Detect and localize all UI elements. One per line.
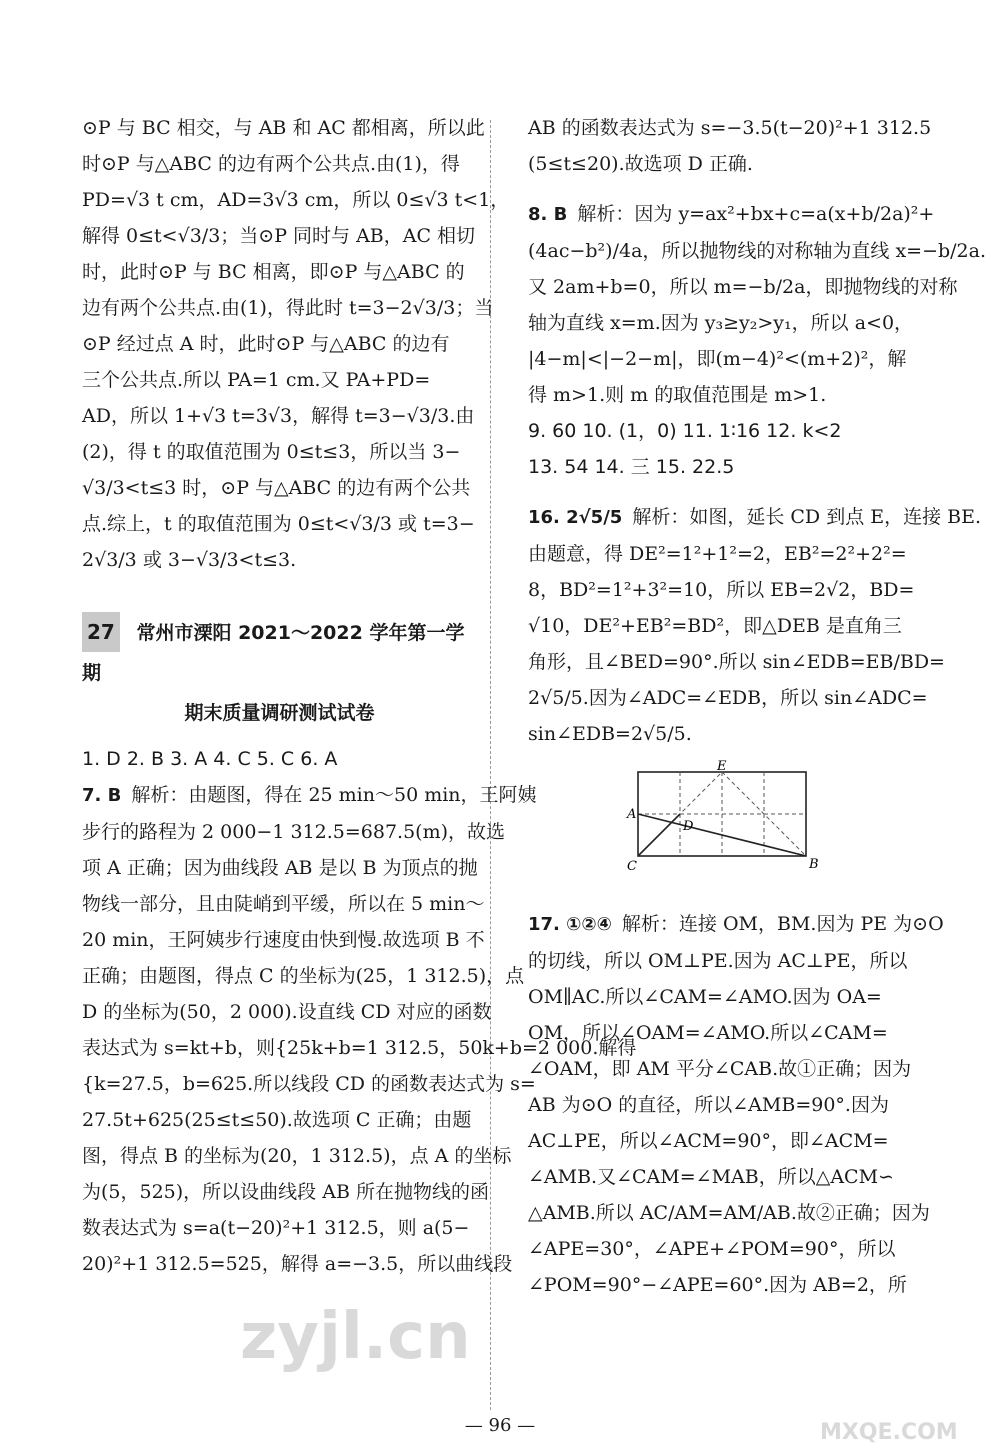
text-line: AB 为⊙O 的直径，所以∠AMB=90°.因为 [528,1094,889,1116]
text-line: AD，所以 1+√3 t=3√3，解得 t=3−√3/3.由 [82,405,475,427]
question-17 [528,906,944,1303]
exam-number-badge: 27 [82,612,120,652]
text-line: 为(5，525)，所以设曲线段 AB 所在抛物线的函 [82,1181,489,1203]
text-line: D 的坐标为(50，2 000).设直线 CD 对应的函数 [82,1001,492,1023]
text-line: △AMB.所以 AC/AM=AM/AB.故②正确；因为 [528,1202,930,1224]
text-line: ∠POM=90°−∠APE=60°.因为 AB=2，所 [528,1274,907,1296]
question-16 [528,499,982,752]
text-line: 20)²+1 312.5=525，解得 a=−3.5，所以曲线段 [82,1253,513,1275]
text-line: 的切线，所以 OM⊥PE.因为 AC⊥PE，所以 [528,950,908,972]
answers-13-15: 13. 54 14. 三 15. 22.5 [528,456,735,478]
text-line: √10，DE²+EB²=BD²，即△DEB 是直角三 [528,615,902,637]
left-solution-text [82,110,510,578]
text-line: √3/3<t≤3 时，⊙P 与△ABC 的边有两个公共 [82,477,471,499]
text-line: 解析：因为 y=ax²+bx+c=a(x+b/2a)²+ [577,203,935,225]
text-line: 图，得点 B 的坐标为(20，1 312.5)，点 A 的坐标 [82,1145,512,1167]
text-line: 表达式为 s=kt+b，则{25k+b=1 312.5，50k+b=2 000.解得 [82,1037,637,1059]
text-line: 轴为直线 x=m.因为 y₃≥y₂>y₁，所以 a<0， [528,312,914,334]
exam-heading [82,612,477,733]
figure-label-a: A [627,807,637,822]
text-line: ∠OAM，即 AM 平分∠CAB.故①正确；因为 [528,1058,912,1080]
question-16-label: 16. 2√5/5 [528,507,623,528]
text-line: 2√3/3 或 3−√3/3<t≤3. [82,549,297,571]
text-line: 项 A 正确；因为曲线段 AB 是以 B 为顶点的抛 [82,857,478,879]
text-line: 解析：如图，延长 CD 到点 E，连接 BE. [632,506,982,528]
text-line: (4ac−b²)/4a，所以抛物线的对称轴为直线 x=−b/2a. [528,240,987,262]
text-line: 8，BD²=1²+3²=10，所以 EB=2√2，BD= [528,579,915,601]
question-8-label: 8. B [528,204,568,225]
figure-label-e: E [717,759,727,774]
text-line: ⊙P 与 BC 相交，与 AB 和 AC 都相离，所以此 [82,117,485,139]
text-line: 由题意，得 DE²=1²+1²=2，EB²=2²+2²= [528,543,907,565]
text-line: 时⊙P 与△ABC 的边有两个公共点.由(1)，得 [82,153,460,175]
text-line: 步行的路程为 2 000−1 312.5=687.5(m)，故选 [82,821,506,843]
text-line: (5≤t≤20).故选项 D 正确. [528,153,753,175]
text-line: 解析：连接 OM，BM.因为 PE 为⊙O [621,913,944,935]
text-line: 边有两个公共点.由(1)，得此时 t=3−2√3/3；当 [82,297,494,319]
figure-label-d: D [683,819,694,834]
text-line: ∠APE=30°，∠APE+∠POM=90°，所以 [528,1238,896,1260]
watermark-left: zyjl.cn [240,1300,471,1374]
text-line: OM∥AC.所以∠CAM=∠AMO.因为 OA= [528,986,882,1008]
text-line: AB 的函数表达式为 s=−3.5(t−20)²+1 312.5 [528,117,932,139]
figure-label-c: C [627,859,637,874]
question-17-label: 17. ①②④ [528,914,612,935]
figure-label-b: B [809,857,819,872]
text-line: AC⊥PE，所以∠ACM=90°，即∠ACM= [528,1130,889,1152]
text-line: 又 2am+b=0，所以 m=−b/2a，即抛物线的对称 [528,276,958,298]
text-line: ⊙P 经过点 A 时，此时⊙P 与△ABC 的边有 [82,333,450,355]
exam-title-line2: 期末质量调研测试试卷 [184,702,375,724]
answers-1-6: 1. D 2. B 3. A 4. C 5. C 6. A [82,748,338,770]
page-number: — 96 — [464,1415,536,1436]
text-line: {k=27.5，b=625.所以线段 CD 的函数表达式为 s= [82,1073,536,1095]
text-line: 三个公共点.所以 PA=1 cm.又 PA+PD= [82,369,431,391]
text-line: (2)，得 t 的取值范围为 0≤t≤3，所以当 3− [82,441,461,463]
text-line: 2√5/5.因为∠ADC=∠EDB，所以 sin∠ADC= [528,687,928,709]
text-line: 物线一部分，且由陡峭到平缓，所以在 5 min～ [82,893,485,915]
answers-9-12: 9. 60 10. (1，0) 11. 1∶16 12. k<2 [528,420,842,442]
text-line: ∠AMB.又∠CAM=∠MAB，所以△ACM∽ [528,1166,894,1188]
question-7-label: 7. B [82,785,122,806]
text-line: |4−m|<|−2−m|，即(m−4)²<(m+2)²，解 [528,348,907,370]
question-8 [528,196,987,413]
text-line: 点.综上，t 的取值范围为 0≤t<√3/3 或 t=3− [82,513,475,535]
geometry-figure [627,759,923,896]
text-line: OM，所以∠OAM=∠AMO.所以∠CAM= [528,1022,888,1044]
text-line: 时，此时⊙P 与 BC 相离，即⊙P 与△ABC 的 [82,261,465,283]
text-line: 数表达式为 s=a(t−20)²+1 312.5，则 a(5− [82,1217,470,1239]
right-column [528,110,987,1303]
text-line: sin∠EDB=2√5/5. [528,723,692,745]
grid-diagram [627,759,819,884]
text-line: 解得 0≤t<√3/3；当⊙P 同时与 AB，AC 相切 [82,225,476,247]
text-line: 27.5t+625(25≤t≤50).故选项 C 正确；由题 [82,1109,472,1131]
watermark-right: MXQE.COM [820,1420,958,1445]
text-line: PD=√3 t cm，AD=3√3 cm，所以 0≤√3 t<1， [82,189,510,211]
text-line: 正确；由题图，得点 C 的坐标为(25，1 312.5)，点 [82,965,525,987]
text-line: 得 m>1.则 m 的取值范围是 m>1. [528,384,827,406]
exam-title-line1: 常州市溧阳 2021～2022 学年第一学期 [82,622,465,684]
text-line: 解析：由题图，得在 25 min～50 min，王阿姨 [131,784,537,806]
text-line: 角形，且∠BED=90°.所以 sin∠EDB=EB/BD= [528,651,945,673]
text-line: 20 min，王阿姨步行速度由快到慢.故选项 B 不 [82,929,485,951]
